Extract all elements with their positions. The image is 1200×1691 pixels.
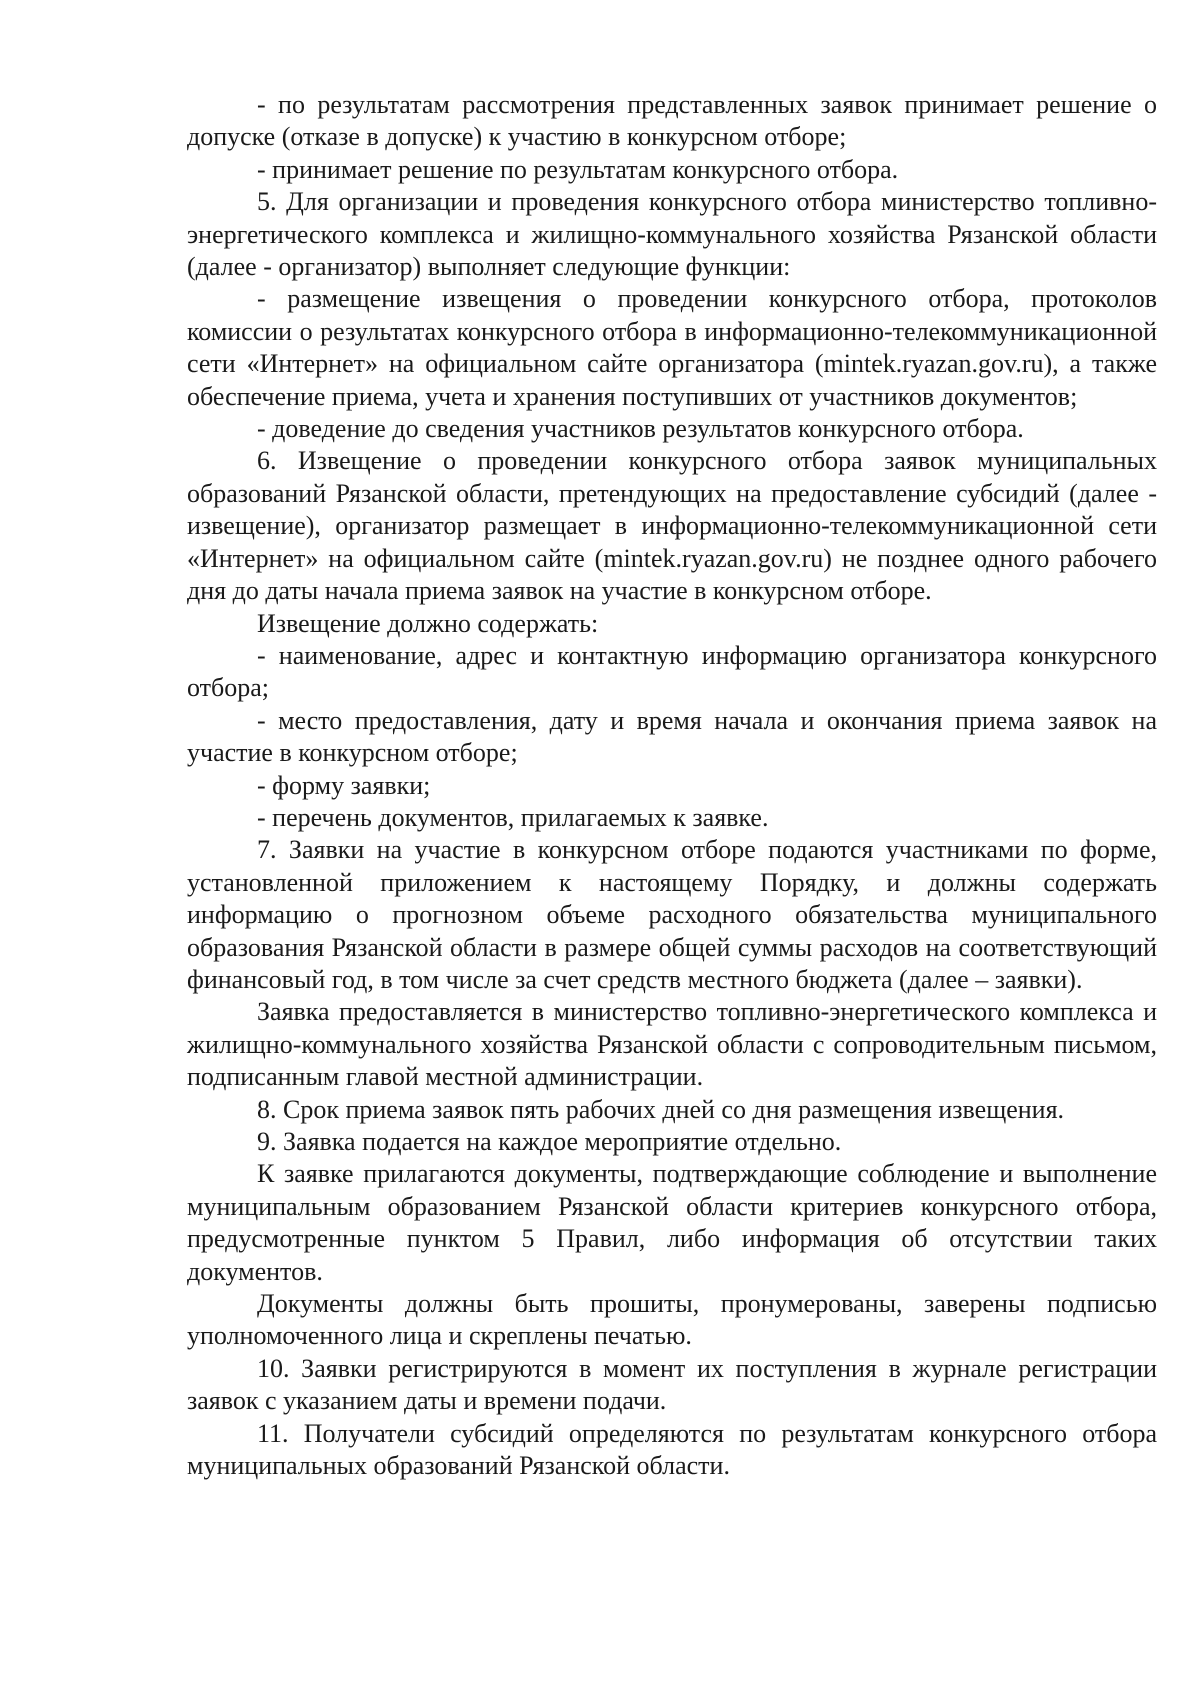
paragraph: Извещение должно содержать: bbox=[257, 608, 599, 638]
paragraph: Заявка предоставляется в министерство топливно-энергетического комплекса и жилищно-коммунального хозяйства Рязанской области с сопроводительным письмом, подписанным главой местной администрации. bbox=[187, 997, 1157, 1092]
paragraph: - доведение до сведения участников результатов конкурсного отбора. bbox=[257, 414, 1024, 444]
paragraph: - место предоставления, дату и время начала и окончания приема заявок на участие в конкурсном отборе; bbox=[187, 705, 1157, 768]
paragraph: Документы должны быть прошиты, пронумерованы, заверены подписью уполномоченного лица и скреплены печатью. bbox=[187, 1289, 1157, 1351]
paragraph: - форму заявки; bbox=[257, 770, 431, 800]
paragraph: 11. Получатели субсидий определяются по результатам конкурсного отбора муниципальных образований Рязанской области. bbox=[187, 1418, 1157, 1481]
paragraph: 6. Извещение о проведении конкурсного отбора заявок муниципальных образований Рязанской области, претендующих на предоставление субсидий (далее - извещение), организатор размещает в информационно-телекоммуникационной сети «Интернет» на официальном сайте (mintek.ryazan.gov.ru) не позднее одного рабочего дня до даты начала приема заявок на участие в конкурсном отборе. bbox=[187, 446, 1157, 606]
paragraph: 9. Заявка подается на каждое мероприятие отдельно. bbox=[257, 1127, 842, 1156]
paragraph: 10. Заявки регистрируются в момент их поступления в журнале регистрации заявок с указанием даты и времени подачи. bbox=[187, 1353, 1157, 1416]
paragraph: - наименование, адрес и контактную информацию организатора конкурсного отбора; bbox=[187, 640, 1157, 703]
paragraph: - перечень документов, прилагаемых к заявке. bbox=[257, 802, 769, 832]
paragraph: - размещение извещения о проведении конкурсного отбора, протоколов комиссии о результатах конкурсного отбора в информационно-телекоммуникационной сети «Интернет» на официальном сайте организатора (mintek.ryazan.gov.ru), а также обеспечение приема, учета и хранения поступивших от участников документов; bbox=[187, 284, 1157, 411]
paragraph: 8. Срок приема заявок пять рабочих дней со дня размещения извещения. bbox=[257, 1094, 1065, 1124]
paragraph: - принимает решение по результатам конкурсного отбора. bbox=[257, 154, 899, 184]
document-body bbox=[187, 89, 1157, 1482]
paragraph: 7. Заявки на участие в конкурсном отборе подаются участниками по форме, установленной приложением к настоящему Порядку, и должны содержать информацию о прогнозном объеме расходного обязательства муниципального образования Рязанской области в размере общей суммы расходов на соответствующий финансовый год, в том числе за счет средств местного бюджета (далее – заявки). bbox=[187, 835, 1157, 994]
paragraph: 5. Для организации и проведения конкурсного отбора министерство топливно-энергетического комплекса и жилищно-коммунального хозяйства Рязанской области (далее - организатор) выполняет следующие функции: bbox=[187, 187, 1157, 282]
paragraph: К заявке прилагаются документы, подтверждающие соблюдение и выполнение муниципальным образованием Рязанской области критериев конкурсного отбора, предусмотренные пунктом 5 Правил, либо информация об отсутствии таких документов. bbox=[187, 1159, 1157, 1286]
paragraph: - по результатам рассмотрения представленных заявок принимает решение о допуске (отказе в допуске) к участию в конкурсном отборе; bbox=[187, 90, 1157, 152]
